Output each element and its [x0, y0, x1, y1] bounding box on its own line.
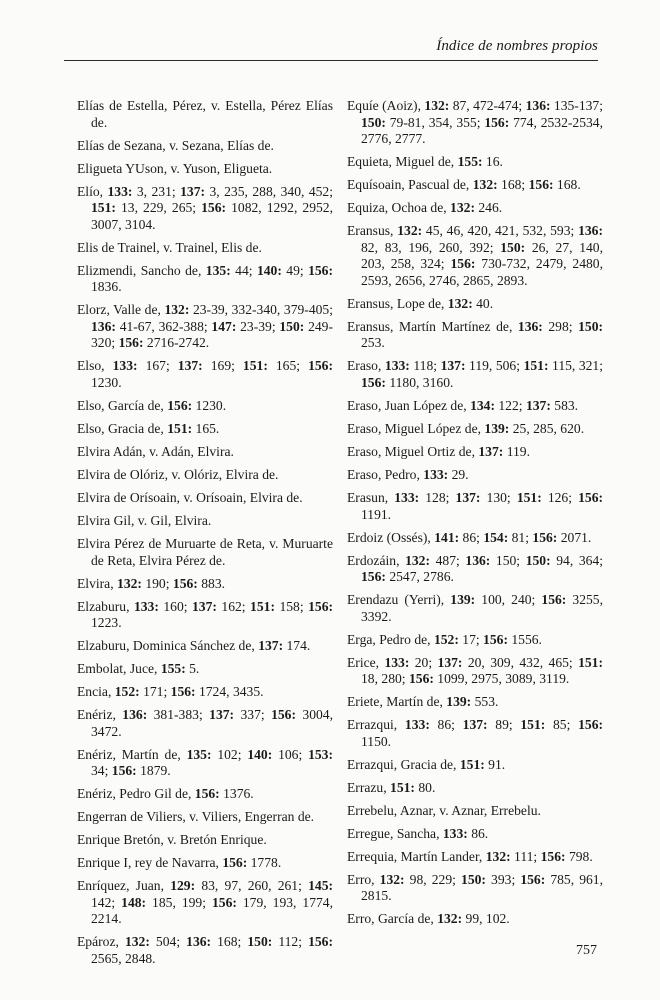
index-entry: Elzaburu, Dominica Sánchez de, 137: 174. [77, 638, 311, 654]
index-entry: Elis de Trainel, v. Trainel, Elis de. [77, 239, 262, 255]
running-header: Índice de nombres propios [436, 38, 598, 54]
index-entry: Eraso, 133: 118; 137: 119, 506; 151: 115, 321; 156: 1180, 3160. [347, 358, 604, 391]
index-entry: Eligueta YUson, v. Yuson, Eligueta. [77, 160, 273, 176]
index-entry: Enériz, Pedro Gil de, 156: 1376. [77, 786, 254, 802]
index-entry: Enrique Bretón, v. Bretón Enrique. [77, 832, 267, 848]
index-entry: Errazqui, 133: 86; 137: 89; 151: 85; 156: 1150. [347, 717, 604, 749]
index-entry: Equiza, Ochoa de, 132: 246. [347, 200, 503, 216]
index-entry: Elso, Gracia de, 151: 165. [77, 421, 220, 437]
index-entry: Errequia, Martín Lander, 132: 111; 156: 798. [347, 848, 593, 864]
index-entry: Errazu, 151: 80. [347, 779, 436, 795]
index-entry: Elso, García de, 156: 1230. [77, 398, 227, 414]
index-entry: Enrique I, rey de Navarra, 156: 1778. [77, 855, 282, 871]
index-entry: Equieta, Miguel de, 155: 16. [347, 154, 503, 170]
index-entry: Erendazu (Yerri), 139: 100, 240; 156: 3255, 3392. [347, 592, 603, 624]
index-entry: Errazqui, Gracia de, 151: 91. [347, 756, 506, 772]
index-entry: Elvira Pérez de Muruarte de Reta, v. Muruarte de Reta, Elvira Pérez de. [77, 535, 333, 568]
index-entry: Equísoain, Pascual de, 132: 168; 156: 168. [347, 177, 581, 193]
index-entry: Enériz, 136: 381-383; 137: 337; 156: 3004, 3472. [77, 707, 334, 739]
index-entry: Errebelu, Aznar, v. Aznar, Errebelu. [347, 802, 541, 818]
index-entry: Elso, 133: 167; 137: 169; 151: 165; 156: 1230. [77, 358, 333, 391]
index-entry: Erga, Pedro de, 152: 17; 156: 1556. [347, 631, 542, 647]
index-entry: Erro, García de, 132: 99, 102. [347, 911, 510, 927]
index-entry: Erasun, 133: 128; 137: 130; 151: 126; 156: 1191. [347, 489, 604, 522]
index-entry: Encia, 152: 171; 156: 1724, 3435. [77, 684, 264, 700]
index-entry: Eraso, Miguel Ortiz de, 137: 119. [347, 444, 530, 459]
index-entry: Epároz, 132: 504; 136: 168; 150: 112; 156: 2565, 2848. [77, 934, 333, 966]
index-entry: Eraso, Juan López de, 134: 122; 137: 583. [347, 398, 579, 414]
index-entry: Enériz, Martín de, 135: 102; 140: 106; 153: 34; 156: 1879. [77, 746, 333, 779]
index-entry: Elorz, Valle de, 132: 23-39, 332-340, 379-405; 136: 41-67, 362-388; 147: 23-39; 150: 249-320; 156: 2716-2742. [77, 302, 333, 351]
index-entry: Embolat, Juce, 155: 5. [77, 661, 200, 677]
index-entry: Eraso, Miguel López de, 139: 25, 285, 620. [347, 421, 585, 437]
index-entry: Elías de Estella, Pérez, v. Estella, Pérez Elías de. [77, 98, 333, 130]
index-entry: Erice, 133: 20; 137: 20, 309, 432, 465; 151: 18, 280; 156: 1099, 2975, 3089, 3119. [347, 654, 603, 687]
index-entry: Eransus, 132: 45, 46, 420, 421, 532, 593; 136: 82, 83, 196, 260, 392; 150: 26, 27, 140, 203, 258, 324; 156: 730-732, 2479, 2480, 2593, 2656, 2746, 2865, 2893. [347, 223, 603, 288]
index-entry: Elvira de Orísoain, v. Orísoain, Elvira de. [77, 489, 303, 505]
index-entry: Elvira Gil, v. Gil, Elvira. [77, 512, 212, 528]
index-entry: Elvira de Olóriz, v. Olóriz, Elvira de. [77, 466, 279, 482]
index-entry: Equíe (Aoiz), 132: 87, 472-474; 136: 135-137; 150: 79-81, 354, 355; 156: 774, 2532-2534, 2776, 2777. [347, 98, 604, 147]
index-entry: Elvira, 132: 190; 156: 883. [77, 575, 226, 591]
page-number: 757 [576, 943, 597, 958]
index-entry: Elizmendi, Sancho de, 135: 44; 140: 49; 156: 1836. [77, 262, 333, 295]
index-entry: Elío, 133: 3, 231; 137: 3, 235, 288, 340, 452; 151: 13, 229, 265; 156: 1082, 1292, 2952, 3007, 3104. [77, 183, 333, 232]
index-column-left [77, 98, 333, 974]
index-column-right [347, 98, 603, 934]
header-rule [64, 60, 598, 61]
index-entry: Eriete, Martín de, 139: 553. [347, 694, 499, 710]
index-entry: Erro, 132: 98, 229; 150: 393; 156: 785, 961, 2815. [347, 871, 604, 904]
index-entry: Eransus, Lope de, 132: 40. [347, 295, 494, 311]
index-entry: Elías de Sezana, v. Sezana, Elías de. [77, 137, 274, 153]
index-entry: Erdoiz (Ossés), 141: 86; 154: 81; 156: 2071. [347, 529, 592, 545]
index-entry: Elvira Adán, v. Adán, Elvira. [77, 444, 234, 459]
index-entry: Eraso, Pedro, 133: 29. [347, 466, 469, 482]
index-entry: Eransus, Martín Martínez de, 136: 298; 150: 253. [347, 318, 604, 351]
index-entry: Erdozáin, 132: 487; 136: 150; 150: 94, 364; 156: 2547, 2786. [347, 552, 603, 585]
index-entry: Elzaburu, 133: 160; 137: 162; 151: 158; 156: 1223. [77, 598, 334, 631]
index-entry: Enríquez, Juan, 129: 83, 97, 260, 261; 145: 142; 148: 185, 199; 156: 179, 193, 1774, 2214. [77, 878, 334, 927]
index-entry: Engerran de Viliers, v. Viliers, Engerran de. [77, 809, 315, 825]
index-entry: Erregue, Sancha, 133: 86. [347, 825, 489, 841]
